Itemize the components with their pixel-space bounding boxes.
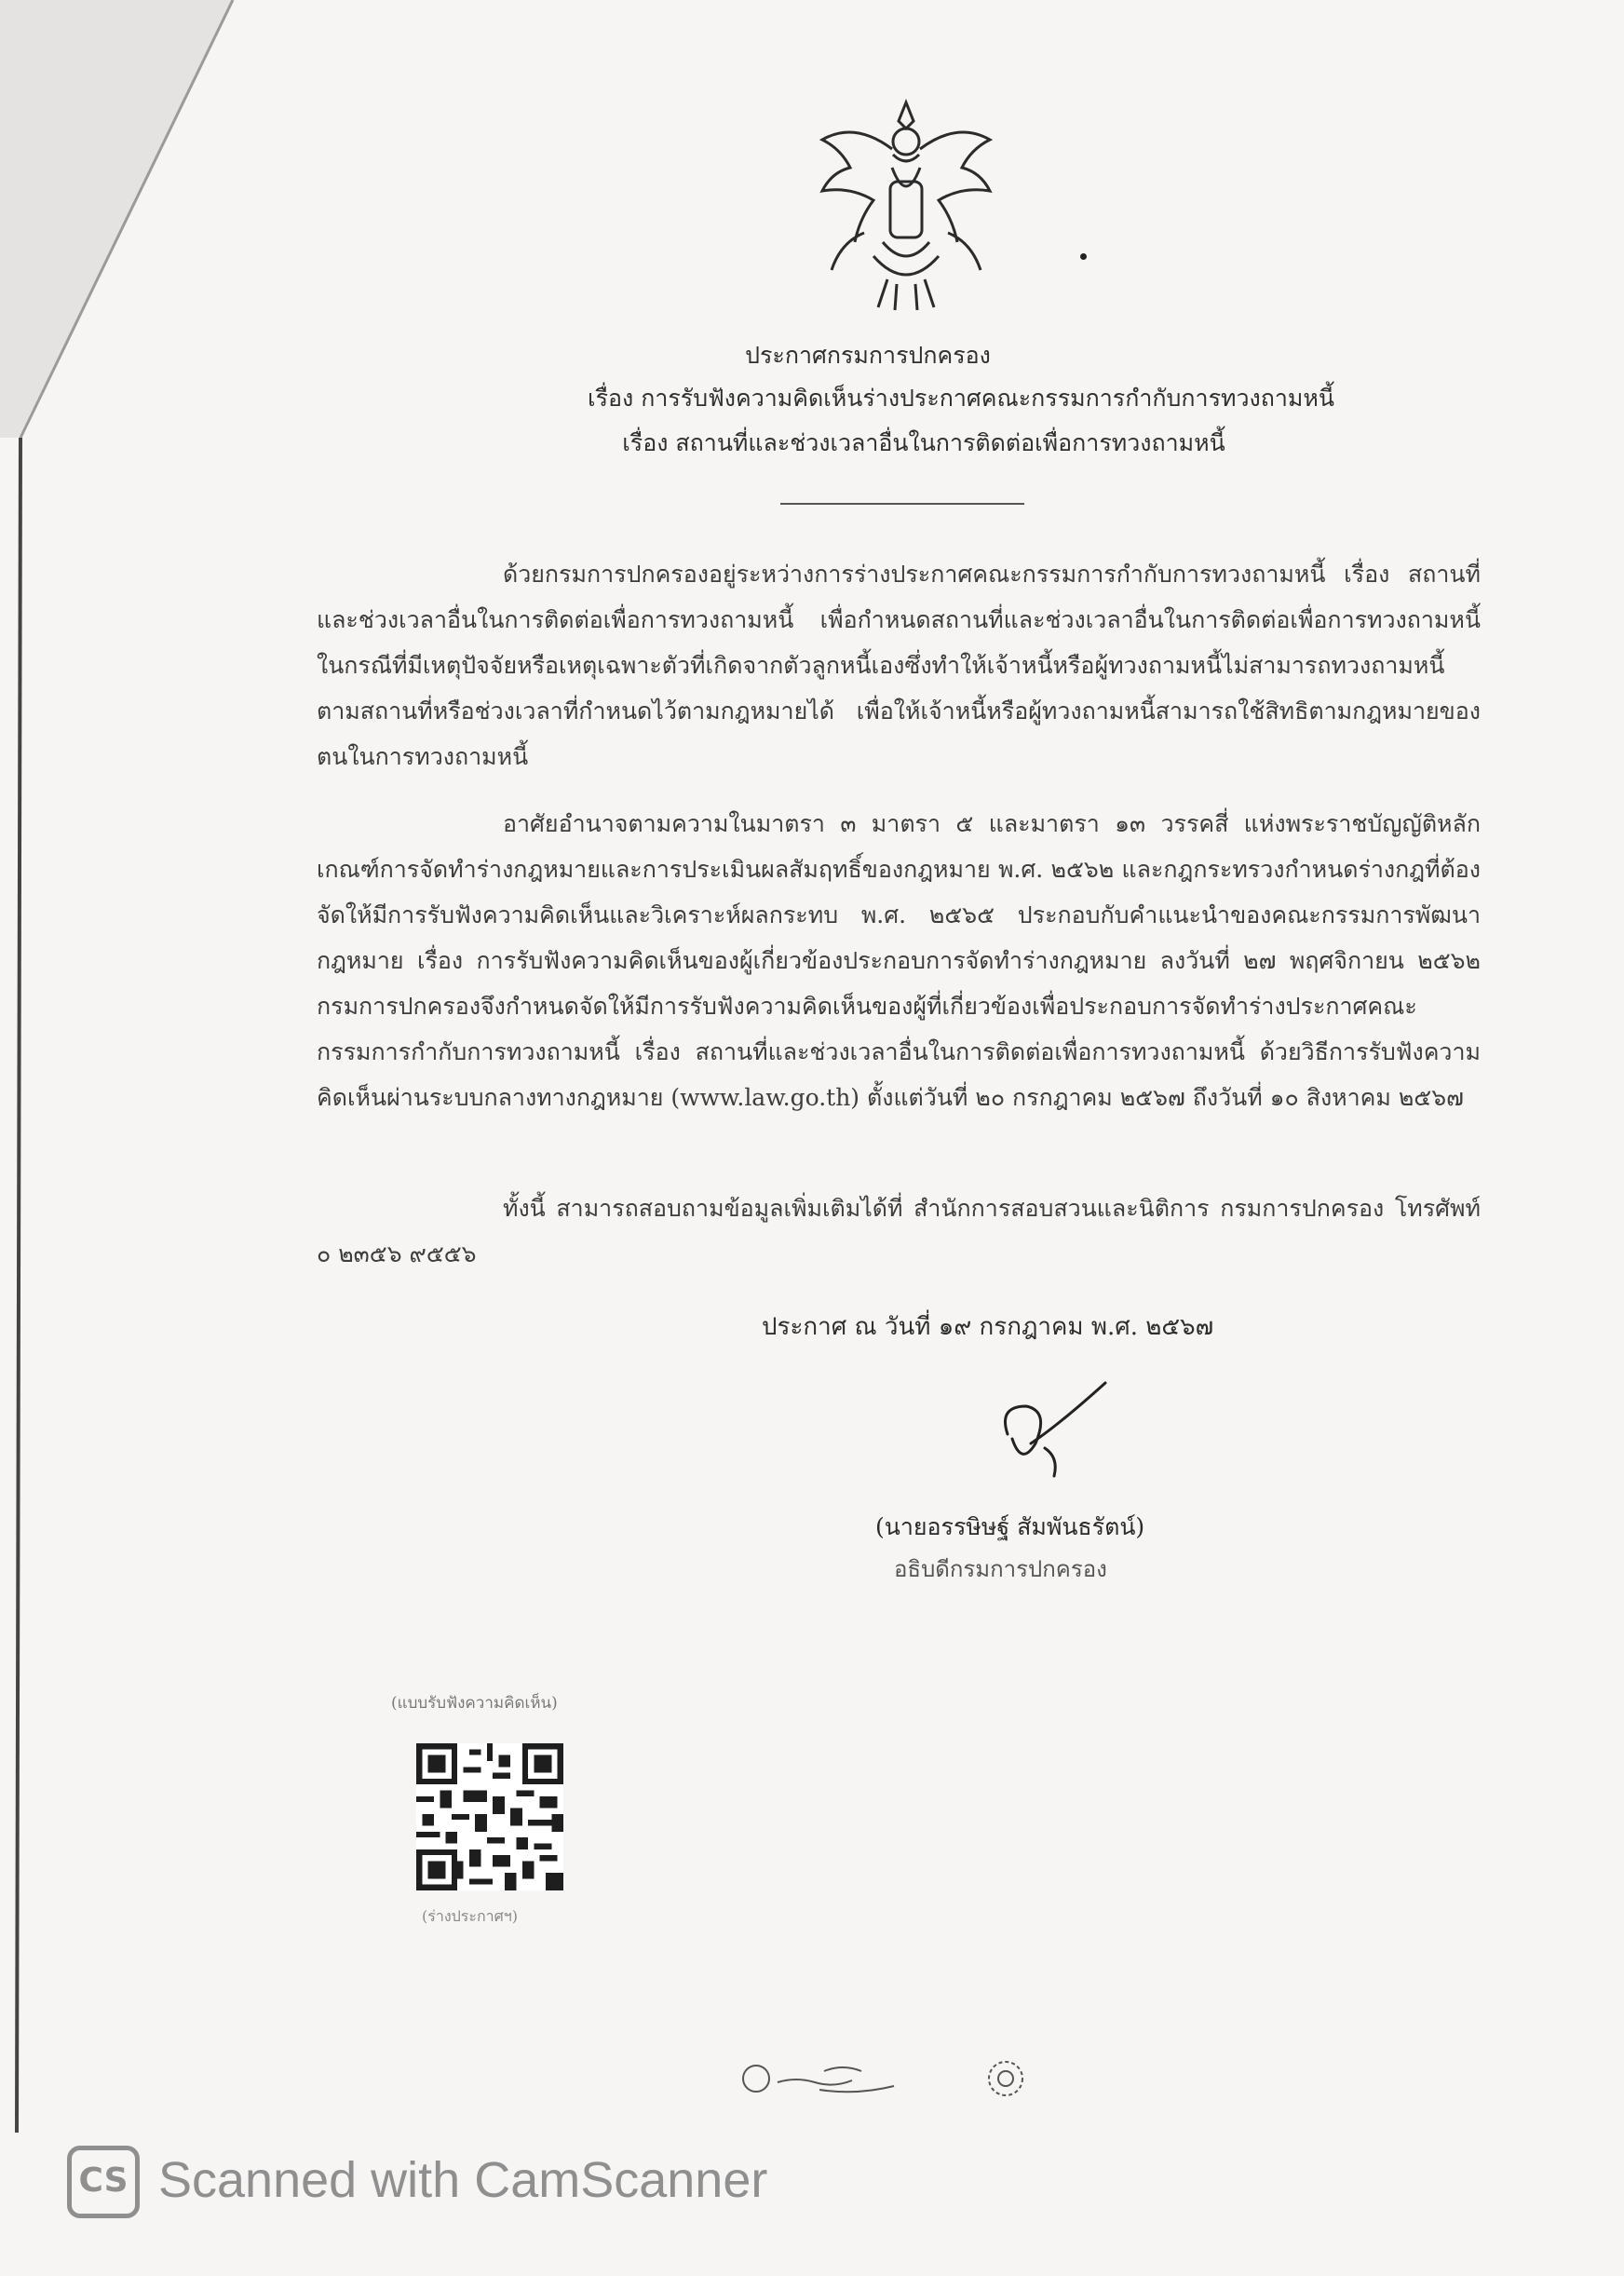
- handwritten-signature: [989, 1378, 1119, 1481]
- ink-speck: [1080, 253, 1087, 260]
- camscanner-logo-icon: CS: [67, 2146, 140, 2218]
- subject-line-1: เรื่อง การรับฟังความคิดเห็นร่างประกาศคณะกรรมการกำกับการทวงถามหนี้: [588, 385, 1334, 412]
- title-divider: [780, 503, 1024, 505]
- qr-caption: (แบบรับฟังความคิดเห็น): [391, 1694, 558, 1713]
- signer-name: (นายอรรษิษฐ์ สัมพันธรัตน์): [875, 1513, 1145, 1540]
- subject-line-2: เรื่อง สถานที่และช่วงเวลาอื่นในการติดต่อเพื่อการทวงถามหนี้: [622, 429, 1225, 456]
- announcement-date: ประกาศ ณ วันที่ ๑๙ กรกฎาคม พ.ศ. ๒๕๖๗: [762, 1313, 1214, 1341]
- qr-subcaption: (ร่างประกาศฯ): [422, 1907, 519, 1925]
- garuda-emblem-icon: [808, 93, 1004, 317]
- body-paragraph-2: อาศัยอำนาจตามความในมาตรา ๓ มาตรา ๕ และมาตรา ๑๓ วรรคสี่ แห่งพระราชบัญญัติหลักเกณฑ์การจัดทำร่างกฎหมายและการประเมินผลสัมฤทธิ์ของกฎหมาย พ.ศ. ๒๕๖๒ และกฎกระทรวงกำหนดร่างกฎที่ต้องจัดให้มีการรับฟังความคิดเห็นและวิเคราะห์ผลกระทบ พ.ศ. ๒๕๖๕ ประกอบกับคำแนะนำของคณะกรรมการพัฒนากฎหมาย เรื่อง การรับฟังความคิดเห็นของผู้เกี่ยวข้องประกอบการจัดทำร่างกฎหมาย ลงวันที่ ๒๗ พฤศจิกายน ๒๕๖๒ กรมการปกครองจึงกำหนดจัดให้มีการรับฟังความคิดเห็นของผู้ที่เกี่ยวข้องเพื่อประกอบการจัดทำร่างประกาศคณะกรรมการกำกับการทวงถามหนี้ เรื่อง สถานที่และช่วงเวลาอื่นในการติดต่อเพื่อการทวงถามหนี้ ด้วยวิธีการรับฟังความคิดเห็นผ่านระบบกลางทางกฎหมาย (www.law.go.th) ตั้งแต่วันที่ ๒๐ กรกฎาคม ๒๕๖๗ ถึงวันที่ ๑๐ สิงหาคม ๒๕๖๗: [317, 810, 1481, 1111]
- body-paragraph-3: ทั้งนี้ สามารถสอบถามข้อมูลเพิ่มเติมได้ที่ สำนักการสอบสวนและนิติการ กรมการปกครอง โทรศัพท์ ๐ ๒๓๕๖ ๙๕๕๖: [317, 1195, 1481, 1267]
- body-paragraph-1: ด้วยกรมการปกครองอยู่ระหว่างการร่างประกาศคณะกรรมการกำกับการทวงถามหนี้ เรื่อง สถานที่และช่วงเวลาอื่นในการติดต่อเพื่อการทวงถามหนี้ เพื่อกำหนดสถานที่และช่วงเวลาอื่นในการติดต่อเพื่อการทวงถามหนี้ ในกรณีที่มีเหตุปัจจัยหรือเหตุเฉพาะตัวที่เกิดจากตัวลูกหนี้เองซึ่งทำให้เจ้าหนี้หรือผู้ทวงถามหนี้ไม่สามารถทวงถามหนี้ตามสถานที่หรือช่วงเวลาที่กำหนดไว้ตามกฎหมายได้ เพื่อให้เจ้าหนี้หรือผู้ทวงถามหนี้สามารถใช้สิทธิตามกฎหมายของตนในการทวงถามหนี้: [317, 561, 1481, 770]
- signer-title: อธิบดีกรมการปกครอง: [894, 1556, 1107, 1582]
- camscanner-watermark: Scanned with CamScanner: [158, 2152, 768, 2208]
- announcement-title: ประกาศกรมการปกครอง: [745, 342, 991, 369]
- footer-stamp-logos: [736, 2051, 1034, 2107]
- qr-code[interactable]: [416, 1743, 563, 1890]
